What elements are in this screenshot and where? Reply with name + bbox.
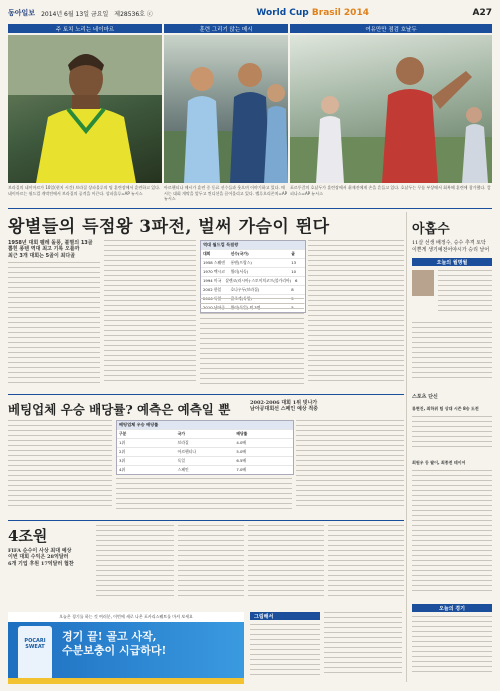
briefs-col-2 [324,612,402,684]
section-bar-neymar: 주 토치 노리는 네이마르 [8,24,162,33]
lower-rule [8,520,404,521]
brief-item-2-text [412,470,492,602]
ad-product-can: POCARI SWEAT [18,626,52,680]
main-story-col-2 [104,240,196,390]
photo-messi [164,35,288,183]
paper-name: 동아일보 [8,9,36,17]
betting-headline: 베팅업체 우승 배당률? 예측은 예측일 뿐 [8,402,231,417]
page-header [8,5,492,21]
table-row: 3위 독일 6.5배 [117,456,293,465]
world-cup-logo: World Cup Brasil 2014 [256,8,369,18]
table-header: 대회 선수(국가) 골 [201,249,305,258]
briefs-col-1 [250,624,320,684]
side-column-text-2 [412,322,492,388]
table-row: 2위 아르헨티나 5.0배 [117,447,293,456]
mid-rule [8,394,404,395]
table-row: 1994 미국 살렌코(러시아)·스토이치코프(불가리아) 6 [201,276,305,285]
photo-ronaldo [290,35,492,183]
column-divider [406,212,407,682]
side-column-title: 아홉수 [412,222,450,237]
brief-item-1-text [412,416,492,456]
scorers-table-title: 역대 월드컵 득점왕 [201,241,305,249]
section-bar-messi: 훈련 그리기 앉는 메시 [164,24,288,33]
issue-date: 2014년 6월 13일 금요일 [41,10,109,18]
top-rule [8,208,492,209]
table-row: 2002 한일 호나우두(브라질) 8 [201,285,305,294]
four-trillion-col-1 [96,525,174,607]
main-lead: 1958년 대회 펠레 돌풍, 불멸의 13골 뽑힌 퐁텐 역대 최고 기록 오를까 최근 3개 대회는 5골이 최다골 [8,240,93,259]
table-row: 1위 브라질 4.0배 [117,438,293,447]
betting-subhead: 2002·2006 대회 1위 빗나가 남아공대회선 스페인 예상 적중 [250,400,319,413]
side-column-subtitle: 11살 선생 배정수, 승수 추격 토닥 이쁜게 생기예전어야시가 승리 날어 [412,240,490,253]
pocari-sweat-ad [8,612,244,684]
ad-copy: 경기 끝! 골고 사작, 수분보충이 시급하다! [62,630,167,657]
main-headline: 왕별들의 득점왕 3파전, 벌써 가슴이 뛴다 [8,217,330,237]
section-bar-ronaldo: 여유만만 점검 호날두 [290,24,492,33]
four-trillion-headline: 4조원 [8,527,48,545]
betting-col-2 [116,478,292,516]
brief-item-2-title: 최원우 등 팔이, 최종전 테이어 [412,460,466,465]
table-header: 구분 국가 배당률 [117,429,293,438]
main-story-col-1 [8,262,100,390]
brief-item-1-title: 류현진, 최하위 팀 상대 시즌 8승 도전 [412,406,479,411]
table-row: 1958 스웨덴 퐁텐(프랑스) 13 [201,258,305,267]
odds-table [116,420,294,475]
four-trillion-subhead: FIFA 순수이 사상 최대 예상 이번 대회 수익은 28억달러 6개 기업 후원 17억달러 협찬 [8,548,74,567]
main-story-col-4 [308,240,404,390]
ad-top-strip: 오늘은 경기를 하는 것 여러분, 이번에 새로 나온 포카리스웨트를 마셔 보세요 [8,612,244,622]
columnist-photo [412,270,434,296]
side-column-text-1 [438,270,492,320]
odds-table-title: 베팅업체 우승 배당률 [117,421,293,429]
four-trillion-col-4 [328,525,404,607]
ad-bottom-bar [8,678,244,684]
caption-messi: 아르헨티나 메시가 훈련 중 동료 선수들과 웃으며 이야기하고 있다. 메시는 대회 개막을 앞두고 컨디션을 끌어올리고 있다. 벨루오리존치=AP 뉴시스 [164,185,287,201]
edition-number: 제28536호 ⓒ [114,10,153,18]
briefs-box-title: 그림해서 [250,612,320,620]
four-trillion-col-3 [248,525,324,607]
page-number: A27 [472,8,492,18]
caption-neymar: 브라질의 네이마르가 10일(현지 시간) 브라질 상파울루의 팀 훈련장에서 훈련하고 있다. 네이마르는 월드컵 개막전에서 브라질의 공격을 이끈다. 상파울루=AP 뉴시스 [8,185,161,196]
todays-match-text [412,616,492,684]
betting-col-3 [296,420,404,516]
side-box-title: 오늘의 월명월 [412,258,492,266]
betting-col-1 [8,420,112,516]
four-trillion-col-2 [178,525,244,607]
main-story-col-3 [200,298,304,390]
table-row: 4위 스페인 7.0배 [117,465,293,474]
table-row: 1970 멕시코 뮐러(서독) 10 [201,267,305,276]
todays-match-title: 오늘의 경기 [412,604,492,612]
photo-neymar [8,35,162,183]
sports-briefs-heading: 스포츠 단신 [412,394,438,400]
caption-ronaldo: 포르투갈의 호날두가 훈련장에서 취재진에게 손을 흔들고 있다. 호날두는 무릎 부상에서 회복해 훈련에 참가했다. 캄피나스=AP 뉴시스 [290,185,491,196]
